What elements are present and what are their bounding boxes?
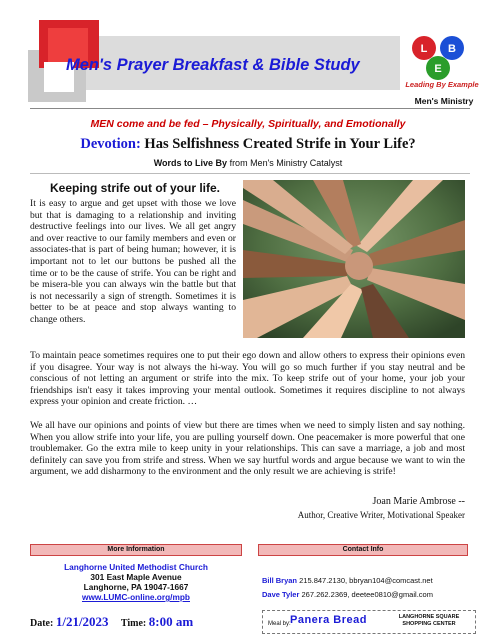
- contact-bill-bryan: [262, 576, 433, 585]
- date-time-row: [30, 614, 260, 630]
- contact-dave-tyler: [262, 590, 433, 599]
- article-paragraph-1: It is easy to argue and get upset with those we love but that is damaging to a relationship and inviting destructive feelings into our lives. We all get angry and over reactive to our family members and even or associates-that is part of being human; however, it is important not to let our buttons be pushed all the time or to be the cause of strife. You can be right and be misera-ble you can always win the battle but that is not necessarily a sign of strength. Sometimes it is better to be at peace and stop always wanting to change others.: [30, 198, 236, 325]
- article-paragraph-3: We all have our opinions and points of view but there are times when we need to simply listen and say nothing. When you allow strife into your life, you are pulling yourself down. One peacemaker is more powerful that one troublemaker. Go the extra mile to keep unity in your relationships. This can save a marriage, a job and most definitely can save you from strife and stress. When we say hurtful words and argue because we want to win the argument, we add disharmony to the environment and the only result we are achieving is strife!: [30, 420, 465, 478]
- church-address-line-1: 301 East Maple Avenue: [90, 572, 182, 582]
- contact-details[interactable]: 215.847.2130, bbryan104@comcast.net: [299, 576, 433, 585]
- header-divider: [30, 108, 470, 109]
- date-value: 1/21/2023: [55, 614, 109, 629]
- words-source: from Men's Ministry Catalyst: [229, 158, 343, 168]
- church-website-link[interactable]: www.LUMC-online.org/mpb: [81, 592, 190, 602]
- meal-place: Panera Bread: [290, 614, 367, 626]
- ministry-label: Men's Ministry: [414, 96, 474, 106]
- hands-together-photo: [243, 180, 465, 338]
- contact-name: Dave Tyler: [262, 590, 300, 599]
- logo-caption: Leading By Example: [405, 80, 479, 89]
- page-title: Men's Prayer Breakfast & Bible Study: [66, 56, 360, 74]
- time-value: 8:00 am: [148, 614, 194, 629]
- logo-letter-l: L: [420, 43, 428, 55]
- author-name: Joan Marie Ambrose --: [372, 496, 465, 507]
- logo-letter-b: B: [448, 43, 456, 55]
- time-label: Time:: [120, 618, 147, 629]
- meal-location: LANGHORNE SQUARE SHOPPING CENTER: [398, 614, 460, 627]
- section-divider: [30, 173, 470, 174]
- tagline: MEN come and be fed – Physically, Spiritually, and Emotionally: [90, 118, 406, 130]
- contact-name: Bill Bryan: [262, 576, 298, 585]
- church-address-line-2: Langhorne, PA 19047-1667: [83, 582, 189, 592]
- logo-letter-e: E: [434, 63, 442, 75]
- more-info-bar: More Information: [30, 544, 242, 556]
- contact-details[interactable]: 267.262.2369, deetee0810@gmail.com: [301, 590, 433, 599]
- words-to-live-by: [0, 158, 496, 168]
- devotion-title: [0, 136, 496, 153]
- church-name: Langhorne United Methodist Church: [64, 562, 208, 572]
- author-role: Author, Creative Writer, Motivational Speaker: [297, 510, 465, 520]
- article-heading: Keeping strife out of your life.: [49, 181, 220, 195]
- devotion-label: Devotion:: [80, 136, 141, 152]
- date-label: Date:: [30, 618, 54, 629]
- church-info: [30, 562, 242, 602]
- contact-info-bar: Contact Info: [258, 544, 468, 556]
- article-paragraph-2: To maintain peace sometimes requires one to put their ego down and allow others to express their opinions even if you disagree. Your way is not always the hi-way. You will go so much further if you stay neutral and be conscious of not letting an argument or strife into the mix. To keep strife out of your home, your job your friendships isn't easy it takes improving your mental outlook. Sometimes it requires discipline to not always express your opinion and create friction. …: [30, 350, 465, 408]
- words-label: Words to Live By: [153, 158, 228, 168]
- meal-label: Meal by:: [268, 621, 291, 627]
- devotion-text: Has Selfishness Created Strife in Your Life?: [144, 136, 416, 152]
